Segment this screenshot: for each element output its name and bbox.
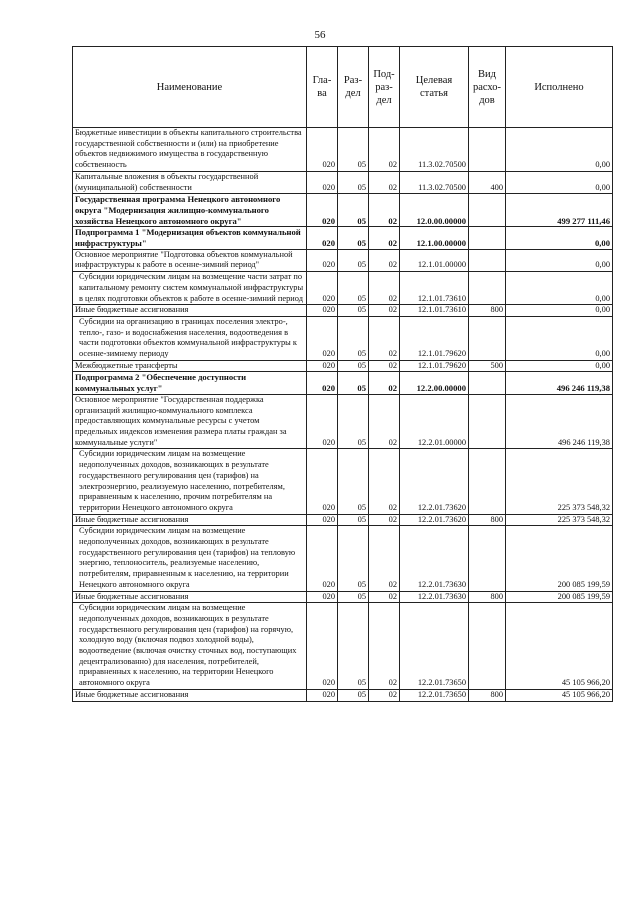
table-row	[73, 128, 613, 172]
row-amount: 200 085 199,59	[506, 591, 613, 603]
row-amount: 499 277 111,46	[506, 194, 613, 227]
row-podrazdel: 02	[369, 249, 400, 271]
row-podrazdel: 02	[369, 526, 400, 591]
row-expense-type: 800	[469, 591, 506, 603]
row-target-article: 12.2.01.00000	[400, 394, 469, 449]
row-podrazdel: 02	[369, 372, 400, 394]
row-glava: 020	[307, 171, 338, 193]
table-row	[73, 449, 613, 514]
row-podrazdel: 02	[369, 603, 400, 690]
row-name: Капитальные вложения в объекты государственной (муниципальной) собственности	[73, 171, 307, 193]
row-razdel: 05	[338, 514, 369, 526]
row-amount: 0,00	[506, 272, 613, 305]
row-razdel: 05	[338, 128, 369, 172]
row-amount: 496 246 119,38	[506, 394, 613, 449]
table-row	[73, 272, 613, 305]
row-amount: 0,00	[506, 316, 613, 360]
row-glava: 020	[307, 272, 338, 305]
table-row	[73, 394, 613, 449]
row-target-article: 12.2.01.73650	[400, 603, 469, 690]
table-header-row	[73, 47, 613, 128]
header-statya: Целевая статья	[400, 47, 469, 128]
row-glava: 020	[307, 591, 338, 603]
row-glava: 020	[307, 372, 338, 394]
row-target-article: 12.2.01.73620	[400, 514, 469, 526]
row-glava: 020	[307, 305, 338, 317]
row-razdel: 05	[338, 526, 369, 591]
row-target-article: 12.1.01.00000	[400, 249, 469, 271]
row-glava: 020	[307, 394, 338, 449]
row-glava: 020	[307, 194, 338, 227]
row-target-article: 12.1.01.73610	[400, 305, 469, 317]
row-podrazdel: 02	[369, 449, 400, 514]
row-name: Субсидии на организацию в границах поселения электро-, тепло-, газо- и водоснабжения населения, водоотведения в части подготовки объектов коммунальной инфраструктуры к осенне-зимнему периоду	[73, 316, 307, 360]
row-glava: 020	[307, 526, 338, 591]
row-target-article: 11.3.02.70500	[400, 171, 469, 193]
row-name: Иные бюджетные ассигнования	[73, 514, 307, 526]
row-amount: 0,00	[506, 249, 613, 271]
row-podrazdel: 02	[369, 514, 400, 526]
row-podrazdel: 02	[369, 360, 400, 372]
row-expense-type	[469, 394, 506, 449]
row-razdel: 05	[338, 316, 369, 360]
row-expense-type	[469, 316, 506, 360]
row-name: Субсидии юридическим лицам на возмещение недополученных доходов, возникающих в результате государственного регулирования цен (тарифов) на тепловую энергию, теплоноситель, реализуемые населению, потребителям, приравненным к населению, на территории Ненецкого автономного округа	[73, 526, 307, 591]
row-expense-type	[469, 526, 506, 591]
row-target-article: 11.3.02.70500	[400, 128, 469, 172]
table-row	[73, 591, 613, 603]
row-podrazdel: 02	[369, 128, 400, 172]
row-name: Основное мероприятие "Государственная поддержка организаций жилищно-коммунального комплекса предоставляющих коммунальные ресурсы с учетом предельных индексов изменения размера платы граждан за коммунальные услуги"	[73, 394, 307, 449]
row-expense-type	[469, 372, 506, 394]
row-razdel: 05	[338, 372, 369, 394]
row-amount: 225 373 548,32	[506, 449, 613, 514]
table-row	[73, 360, 613, 372]
row-razdel: 05	[338, 305, 369, 317]
row-podrazdel: 02	[369, 305, 400, 317]
header-razdel: Раз- дел	[338, 47, 369, 128]
row-glava: 020	[307, 689, 338, 701]
row-podrazdel: 02	[369, 171, 400, 193]
header-podrazdel: Под- раз- дел	[369, 47, 400, 128]
row-amount: 496 246 119,38	[506, 372, 613, 394]
row-expense-type	[469, 249, 506, 271]
row-name: Субсидии юридическим лицам на возмещение недополученных доходов, возникающих в результате государственного регулирования цен (тарифов) на электроэнергию, реализуемую населению, потребителям, приравненным к населению, прочим потребителям на территории Ненецкого автономного округа	[73, 449, 307, 514]
row-podrazdel: 02	[369, 194, 400, 227]
row-name: Иные бюджетные ассигнования	[73, 689, 307, 701]
row-razdel: 05	[338, 171, 369, 193]
row-target-article: 12.0.00.00000	[400, 194, 469, 227]
row-amount: 0,00	[506, 171, 613, 193]
table-row	[73, 526, 613, 591]
row-name: Бюджетные инвестиции в объекты капитального строительства государственной собственности и (или) на приобретение объектов недвижимого имущества в государственную собственность	[73, 128, 307, 172]
row-amount: 200 085 199,59	[506, 526, 613, 591]
row-target-article: 12.2.01.73630	[400, 591, 469, 603]
row-expense-type	[469, 449, 506, 514]
row-podrazdel: 02	[369, 394, 400, 449]
row-glava: 020	[307, 449, 338, 514]
table-row	[73, 514, 613, 526]
row-glava: 020	[307, 227, 338, 249]
row-expense-type	[469, 603, 506, 690]
row-name: Основное мероприятие "Подготовка объектов коммунальной инфраструктуры к работе в осенне-зимний период"	[73, 249, 307, 271]
row-glava: 020	[307, 128, 338, 172]
table-row	[73, 603, 613, 690]
row-target-article: 12.2.01.73650	[400, 689, 469, 701]
row-expense-type: 800	[469, 305, 506, 317]
row-name: Субсидии юридическим лицам на возмещение недополученных доходов, возникающих в результате государственного регулирования цен (тарифов) на горячую, холодную воду (включая подвоз холодной воды), водоотведение (включая очистку сточных вод, поступающих децентрализованно) для населения, потребителей, приравненных к населению, на территории Ненецкого автономного округа	[73, 603, 307, 690]
row-name: Подпрограмма 1 "Модернизация объектов коммунальной инфраструктуры"	[73, 227, 307, 249]
row-target-article: 12.2.00.00000	[400, 372, 469, 394]
row-amount: 45 105 966,20	[506, 603, 613, 690]
row-amount: 0,00	[506, 227, 613, 249]
row-glava: 020	[307, 603, 338, 690]
row-razdel: 05	[338, 591, 369, 603]
row-razdel: 05	[338, 227, 369, 249]
page-number: 56	[314, 29, 326, 41]
row-razdel: 05	[338, 272, 369, 305]
table-row	[73, 316, 613, 360]
row-expense-type: 400	[469, 171, 506, 193]
row-podrazdel: 02	[369, 227, 400, 249]
row-podrazdel: 02	[369, 591, 400, 603]
row-glava: 020	[307, 249, 338, 271]
row-razdel: 05	[338, 603, 369, 690]
row-glava: 020	[307, 514, 338, 526]
row-razdel: 05	[338, 449, 369, 514]
row-expense-type	[469, 194, 506, 227]
row-amount: 0,00	[506, 305, 613, 317]
row-target-article: 12.2.01.73620	[400, 449, 469, 514]
row-expense-type	[469, 227, 506, 249]
row-glava: 020	[307, 316, 338, 360]
row-amount: 45 105 966,20	[506, 689, 613, 701]
header-vid: Вид расхо- дов	[469, 47, 506, 128]
row-name: Иные бюджетные ассигнования	[73, 305, 307, 317]
header-amount: Исполнено	[506, 47, 613, 128]
row-target-article: 12.1.01.79620	[400, 316, 469, 360]
budget-table	[72, 46, 613, 702]
row-razdel: 05	[338, 194, 369, 227]
row-expense-type: 500	[469, 360, 506, 372]
row-amount: 0,00	[506, 128, 613, 172]
row-name: Субсидии юридическим лицам на возмещение части затрат по капитальному ремонту систем коммунальной инфраструктуры в целях подготовки объектов к работе в осенне-зимний период	[73, 272, 307, 305]
row-razdel: 05	[338, 249, 369, 271]
row-amount: 0,00	[506, 360, 613, 372]
row-razdel: 05	[338, 689, 369, 701]
row-name: Подпрограмма 2 "Обеспечение доступности коммунальных услуг"	[73, 372, 307, 394]
table-row	[73, 194, 613, 227]
row-amount: 225 373 548,32	[506, 514, 613, 526]
row-expense-type	[469, 128, 506, 172]
row-razdel: 05	[338, 360, 369, 372]
row-target-article: 12.1.01.79620	[400, 360, 469, 372]
row-podrazdel: 02	[369, 689, 400, 701]
table-row	[73, 372, 613, 394]
table-row	[73, 689, 613, 701]
row-glava: 020	[307, 360, 338, 372]
table-row	[73, 227, 613, 249]
table-row	[73, 171, 613, 193]
row-podrazdel: 02	[369, 272, 400, 305]
row-target-article: 12.2.01.73630	[400, 526, 469, 591]
row-target-article: 12.1.01.73610	[400, 272, 469, 305]
row-expense-type	[469, 272, 506, 305]
header-glava: Гла- ва	[307, 47, 338, 128]
row-podrazdel: 02	[369, 316, 400, 360]
row-name: Межбюджетные трансферты	[73, 360, 307, 372]
row-expense-type: 800	[469, 689, 506, 701]
row-expense-type: 800	[469, 514, 506, 526]
table-row	[73, 249, 613, 271]
row-razdel: 05	[338, 394, 369, 449]
row-name: Государственная программа Ненецкого автономного округа "Модернизация жилищно-коммунального хозяйства Ненецкого автономного округа"	[73, 194, 307, 227]
row-name: Иные бюджетные ассигнования	[73, 591, 307, 603]
table-row	[73, 305, 613, 317]
row-target-article: 12.1.00.00000	[400, 227, 469, 249]
header-name: Наименование	[73, 47, 307, 128]
